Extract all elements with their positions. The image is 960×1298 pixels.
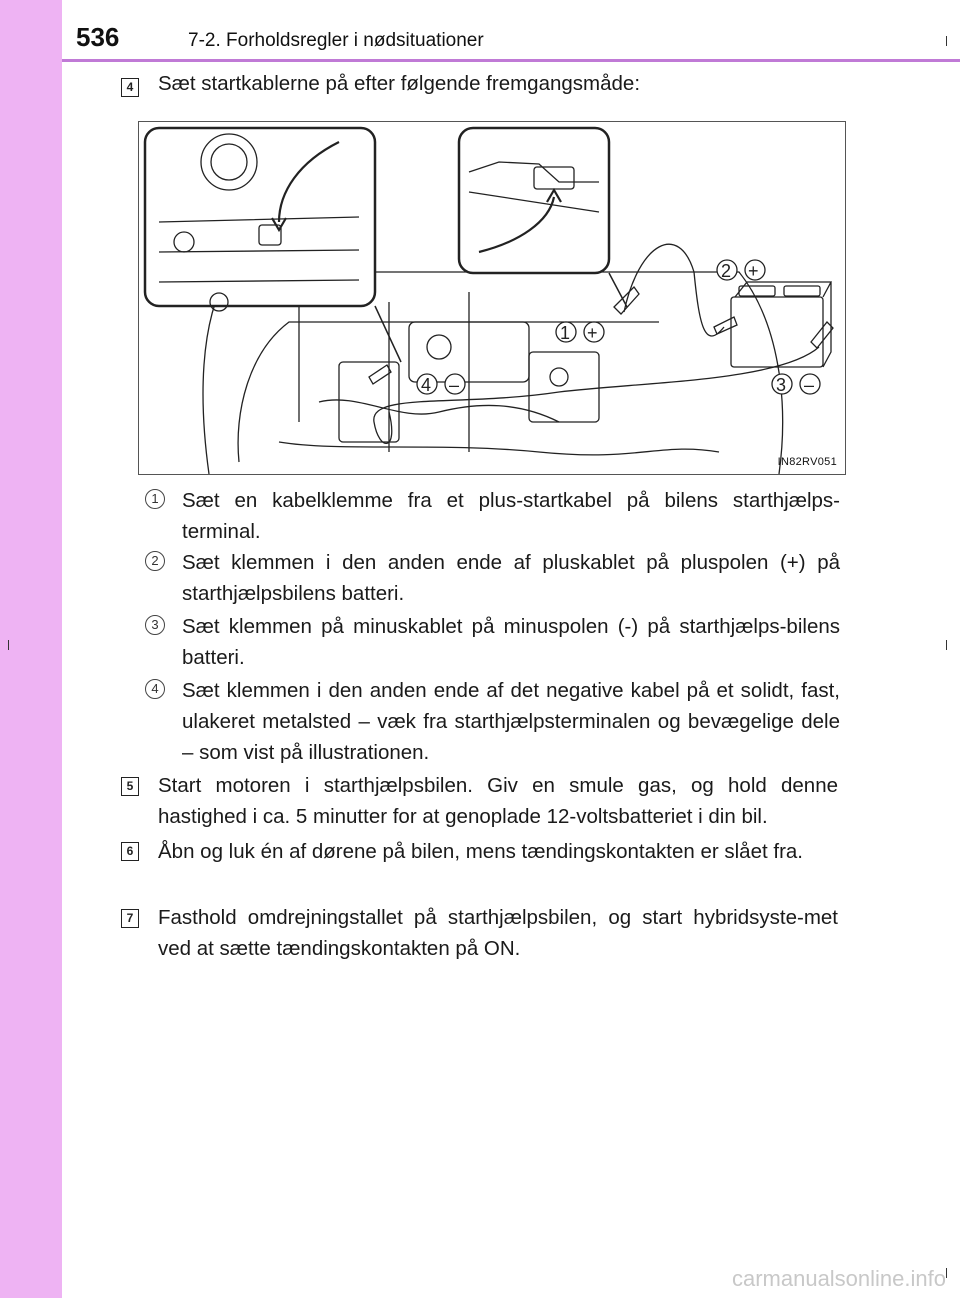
- step-text: Sæt startkablerne på efter følgende fremgangsmåde:: [158, 72, 641, 95]
- callout-sign: –: [449, 375, 460, 395]
- jump-start-illustration: [138, 121, 846, 475]
- sub-step-text: Sæt klemmen i den anden ende af det negative kabel på et solidt, fast, ulakeret metalsted – væk fra starthjælpsterminalen og bevægelige dele – som vist på illustrationen.: [182, 679, 840, 764]
- watermark: carmanualsonline.info: [731, 1266, 946, 1291]
- callout-sign: +: [587, 323, 598, 343]
- sub-step-text: Sæt klemmen i den anden ende af pluskablet på pluspolen (+) på starthjælpsbilens batteri.: [182, 551, 840, 605]
- callout-number: 2: [721, 261, 732, 281]
- step-text: Åbn og luk én af dørene på bilen, mens tændingskontakten er slået fra.: [158, 840, 803, 863]
- header-rule: [62, 59, 960, 62]
- callout-number: 4: [421, 375, 432, 395]
- crop-mark: [8, 640, 9, 650]
- section-title: 7-2. Forholdsregler i nødsituationer: [188, 30, 484, 51]
- engine-bay-drawing: [139, 122, 845, 474]
- callout-number: 3: [776, 375, 787, 395]
- step-number-box: 4: [121, 78, 139, 97]
- step-number-box: 5: [121, 777, 139, 796]
- crop-mark: [946, 640, 947, 650]
- crop-mark: [946, 1268, 947, 1278]
- crop-mark: [946, 36, 947, 46]
- step-text: Fasthold omdrejningstallet på starthjælpsbilen, og start hybridsyste-met ved at sætte tændingskontakten på ON.: [158, 906, 838, 960]
- step-number-box: 6: [121, 842, 139, 861]
- figure-id: IN82RV051: [777, 456, 837, 468]
- sub-step-number: 1: [145, 489, 165, 509]
- step-text: Start motoren i starthjælpsbilen. Giv en smule gas, og hold denne hastighed i ca. 5 minutter for at genoplade 12-voltsbatteriet i din bil.: [158, 774, 838, 828]
- callout-sign: +: [748, 261, 759, 281]
- page-sidebar: [0, 0, 62, 1298]
- sub-step-text: Sæt klemmen på minuskablet på minuspolen (-) på starthjælps-bilens batteri.: [182, 615, 840, 669]
- callout-number: 1: [560, 323, 571, 343]
- sub-step-text: Sæt en kabelklemme fra et plus-startkabel på bilens starthjælps-terminal.: [182, 489, 840, 543]
- callout-sign: –: [804, 375, 815, 395]
- sub-step-number: 2: [145, 551, 165, 571]
- sub-step-number: 3: [145, 615, 165, 635]
- sub-step-number: 4: [145, 679, 165, 699]
- page-number: 536: [76, 22, 120, 52]
- step-number-box: 7: [121, 909, 139, 928]
